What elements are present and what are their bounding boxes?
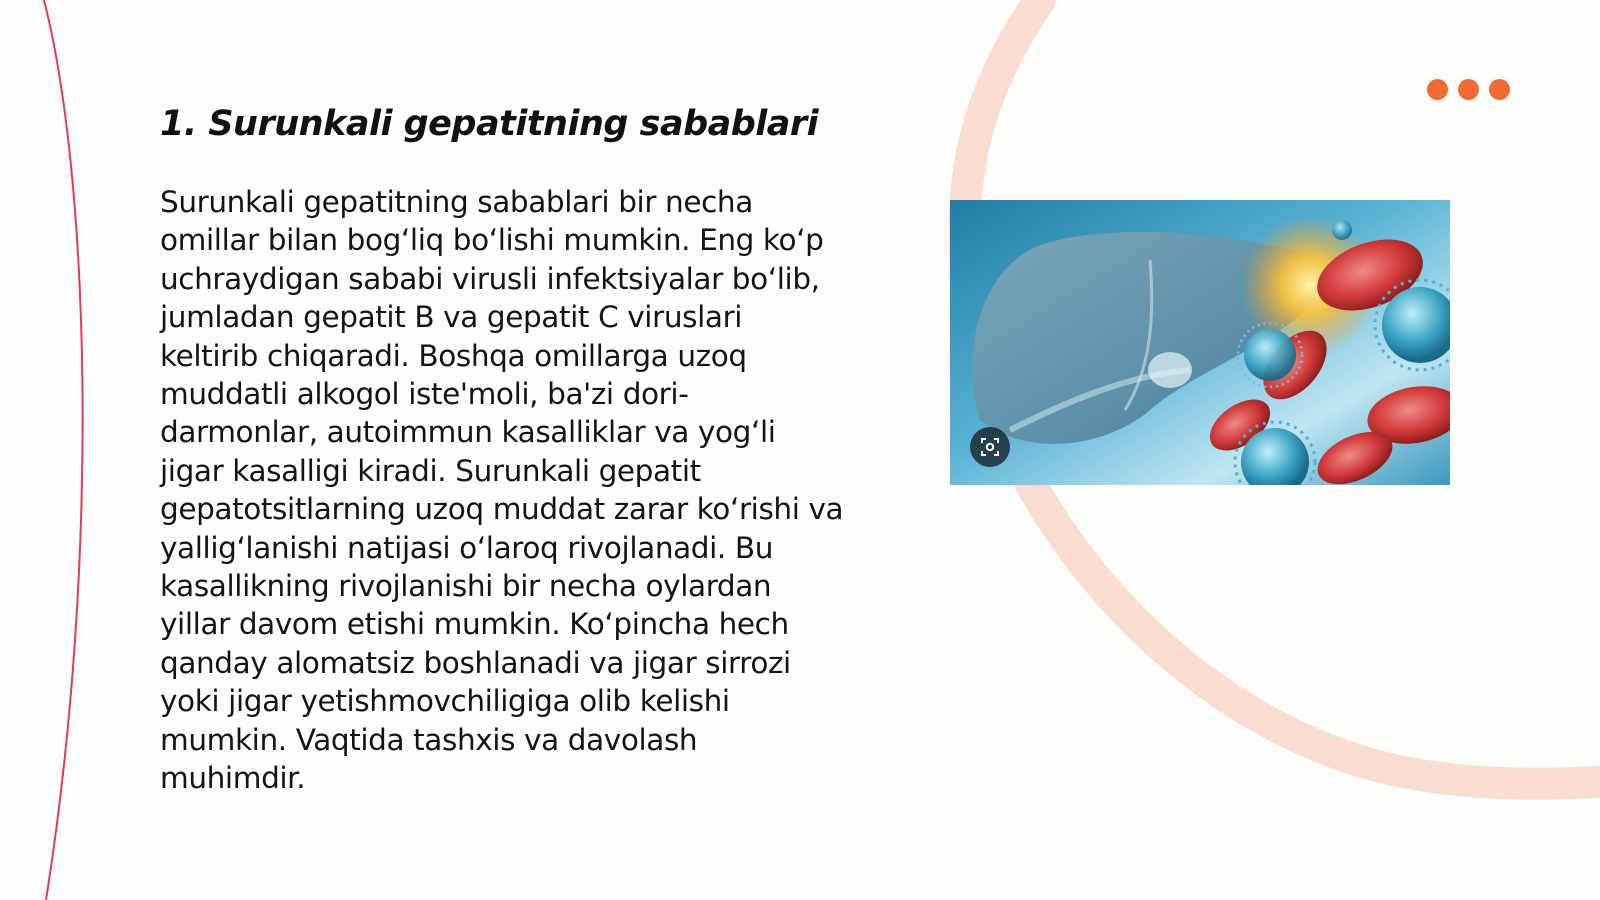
- slide-body-text: Surunkali gepatitning sabablari bir necha omillar bilan bog‘liq bo‘lishi mumkin. Eng ko‘p uchraydigan sababi virusli infektsiyalar bo‘lib, jumladan gepatit B va gepatit C viruslari keltirib chiqaradi. Boshqa omillarga uzoq muddatli alkogol iste'moli, ba'zi dori-darmonlar, autoimmun kasalliklar va yog‘li jigar kasalligi kiradi. Surunkali gepatit gepatotsitlarning uzoq muddat zarar ko‘rishi va yallig‘lanishi natijasi o‘laroq rivojlanadi. Bu kasallikning rivojlanishi bir necha oylardan yillar davom etishi mumkin. Ko‘pincha hech qanday alomatsiz boshlanadi va jigar sirrozi yoki jigar yetishmovchiligiga olib kelishi mumkin. Vaqtida tashxis va davolash muhimdir.: [160, 185, 844, 796]
- liver-illustration-art: [950, 200, 1450, 485]
- lens-search-icon[interactable]: [970, 427, 1010, 467]
- slide-title: 1. Surunkali gepatitning sabablari: [160, 104, 819, 144]
- dot-3: [1489, 79, 1510, 100]
- dot-2: [1458, 79, 1479, 100]
- dot-1: [1427, 79, 1448, 100]
- menu-dots: [1427, 79, 1510, 100]
- liver-illustration: [950, 200, 1450, 485]
- left-accent-curve: [44, 0, 83, 900]
